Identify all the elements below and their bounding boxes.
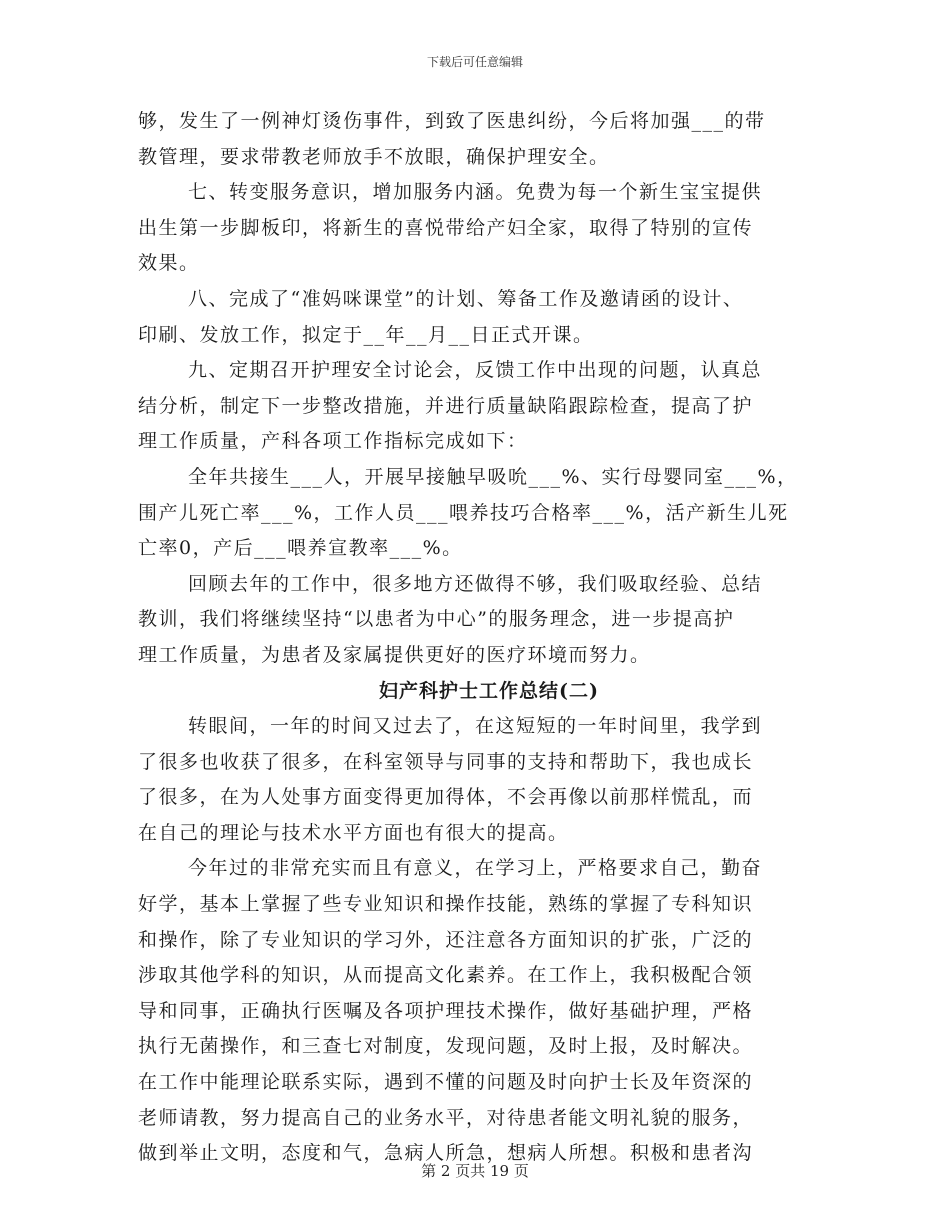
text-line: 效果。 [138, 252, 200, 275]
text-line: 和操作，除了专业知识的学习外，还注意各方面知识的扩张，广泛的 [138, 928, 754, 951]
text-line: 理工作质量，为患者及家属提供更好的医疗环境而努力。 [138, 643, 651, 666]
text-line: 转眼间，一年的时间又过去了，在这短短的一年时间里，我学到 [188, 715, 763, 738]
text-line: 围产儿死亡率___%，工作人员___喂养技巧合格率___%，活产新生儿死 [138, 501, 789, 524]
text-line: 九、定期召开护理安全讨论会，反馈工作中出现的问题，认真总 [188, 359, 763, 382]
text-line: 全年共接生___人，开展早接触早吸吮___%、实行母婴同室___%， [188, 465, 798, 488]
text-line: 在工作中能理论联系实际，遇到不懂的问题及时向护士长及年资深的 [138, 1071, 754, 1094]
text-line: 今年过的非常充实而且有意义，在学习上，严格要求自己，勤奋 [188, 857, 763, 880]
text-line: 亡率0，产后___喂养宣教率___%。 [138, 537, 463, 560]
text-line: 八、完成了“准妈咪课堂”的计划、筹备工作及邀请函的设计、 [188, 287, 744, 310]
section-heading: 妇产科护士工作总结(二) [379, 679, 599, 702]
text-line: 教训，我们将继续坚持“以患者为中心”的服务理念，进一步提高护 [138, 608, 735, 631]
text-line: 老师请教，努力提高自己的业务水平，对待患者能文明礼貌的服务， [138, 1106, 754, 1129]
text-line: 在自己的理论与技术水平方面也有很大的提高。 [138, 821, 569, 844]
text-line: 印刷、发放工作，拟定于__年__月__日正式开课。 [138, 323, 594, 346]
text-line: 了很多也收获了很多，在科室领导与同事的支持和帮助下，我也成长 [138, 750, 754, 773]
text-line: 理工作质量，产科各项工作指标完成如下： [138, 430, 528, 453]
text-line: 执行无菌操作，和三查七对制度，发现问题，及时上报，及时解决。 [138, 1035, 754, 1058]
text-line: 结分析，制定下一步整改措施，并进行质量缺陷跟踪检查，提高了护 [138, 394, 754, 417]
text-line: 好学，基本上掌握了些专业知识和操作技能，熟练的掌握了专科知识 [138, 893, 754, 916]
text-line: 够，发生了一例神灯烫伤事件，到致了医患纠纷，今后将加强___的带 [138, 110, 766, 132]
text-line: 导和同事，正确执行医嘱及各项护理技术操作，做好基础护理，严格 [138, 999, 754, 1022]
text-line: 七、转变服务意识，增加服务内涵。免费为每一个新生宝宝提供 [188, 181, 763, 204]
text-line: 出生第一步脚板印，将新生的喜悦带给产妇全家，取得了特别的宣传 [138, 216, 754, 239]
text-line: 回顾去年的工作中，很多地方还做得不够，我们吸取经验、总结 [188, 572, 763, 595]
page-footer: 第 2 页共 19 页 [421, 1162, 529, 1180]
text-line: 涉取其他学科的知识，从而提高文化素养。在工作上，我积极配合领 [138, 964, 754, 987]
text-line: 做到举止文明，态度和气，急病人所急，想病人所想。积极和患者沟 [138, 1142, 754, 1165]
text-line: 教管理，要求带教老师放手不放眼，确保护理安全。 [138, 145, 610, 168]
document-body [138, 104, 810, 1172]
text-line: 了很多，在为人处事方面变得更加得体，不会再像以前那样慌乱，而 [138, 786, 754, 809]
page-header: 下载后可任意编辑 [426, 55, 523, 69]
